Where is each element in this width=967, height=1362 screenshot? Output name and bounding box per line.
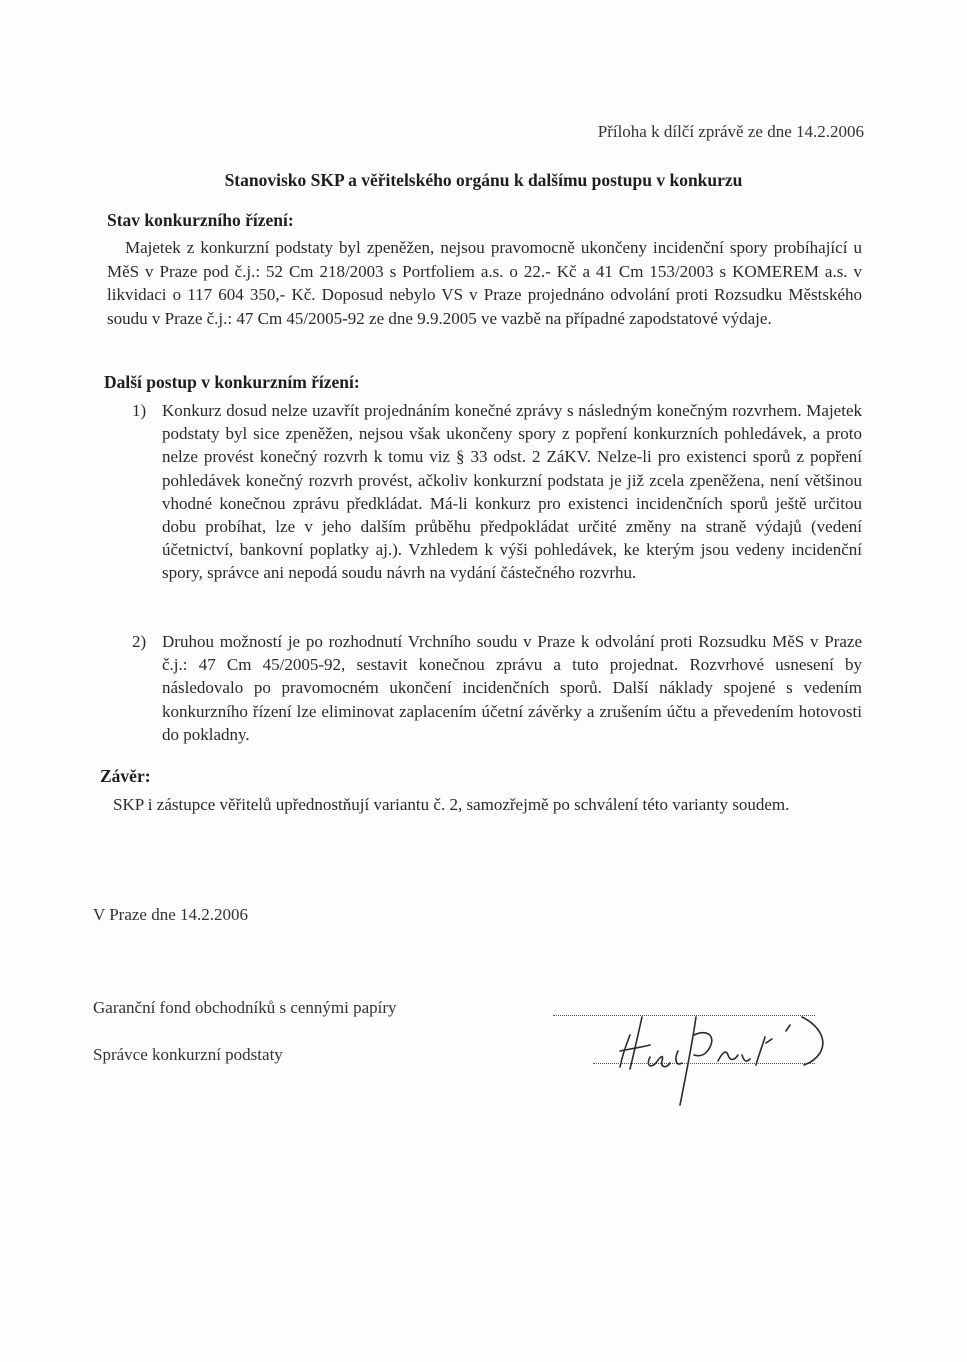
document-title: Stanovisko SKP a věřitelského orgánu k dalšímu postupu v konkurzu <box>224 170 743 190</box>
conclusion-heading: Závěr: <box>100 766 151 786</box>
list-item-1 <box>132 399 862 585</box>
annex-note: Příloha k dílčí zprávě ze dne 14.2.2006 <box>597 122 864 141</box>
conclusion-paragraph: SKP i zástupce věřitelů upřednostňují variantu č. 2, samozřejmě po schválení této varianty soudem. <box>113 795 790 814</box>
signatory-fund: Garanční fond obchodníků s cennými papíry <box>93 998 397 1017</box>
place-date: V Praze dne 14.2.2006 <box>93 905 249 924</box>
signatory-administrator: Správce konkurzní podstaty <box>93 1045 283 1064</box>
list-text-2: Druhou možností je po rozhodnutí Vrchního soudu v Praze k odvolání proti Rozsudku MěS v Praze č.j.: 47 Cm 45/2005-92, sestavit konečnou zprávu a tuto projednat. Rozvrhové usnesení by následovalo po pravomocném ukončení incidenčních sporů. Další náklady spojené s vedením konkurzního řízení lze eliminovat zaplacením účetní závěrky a zrušením účtu a převedením hotovosti do pokladny. <box>162 632 862 744</box>
list-number-2: 2) <box>132 632 147 651</box>
handwritten-signature <box>590 995 850 1115</box>
list-number-1: 1) <box>132 401 147 420</box>
list-item-2 <box>132 630 862 746</box>
list-text-1: Konkurz dosud nelze uzavřít projednáním konečné zprávy s následným konečným rozvrhem. Majetek podstaty byl sice zpeněžen, nejsou však ukončeny spory z popření konkurzních pohledávek, a proto nelze provést konečný rozvrh k tomu viz § 33 odst. 2 ZáKV. Nelze-li pro existenci sporů z popření pohledávek konečný rozvrh provést, ačkoliv konkurzní podstata je již zcela zpeněžena, není většinou vhodné konečnou zprávu předkládat. Má-li konkurz pro existenci incidenčních sporů ještě určitou dobu probíhat, lze v jeho dalším průběhu předpokládat určité změny na straně výdajů (vedení účetnictví, bankovní poplatky aj.). Vzhledem k výši pohledávek, ke kterým jsou vedeny incidenční spory, správce ani nepodá soudu návrh na vydání částečného rozvrhu. <box>162 401 862 583</box>
status-paragraph: Majetek z konkurzní podstaty byl zpeněžen, nejsou pravomocně ukončeny incidenční spory probíhající u MěS v Praze pod č.j.: 52 Cm 218/2003 s Portfoliem a.s. o 22.- Kč a 41 Cm 153/2003 s KOMEREM a.s. v likvidaci o 117 604 350,- Kč. Doposud nebylo VS v Praze projednáno odvolání proti Rozsudku Městského soudu v Praze č.j.: 47 Cm 45/2005-92 ze dne 9.9.2005 ve vazbě na případné zapodstatové výdaje. <box>107 238 862 328</box>
next-steps-heading: Další postup v konkurzním řízení: <box>104 372 360 392</box>
status-heading: Stav konkurzního řízení: <box>107 210 294 230</box>
